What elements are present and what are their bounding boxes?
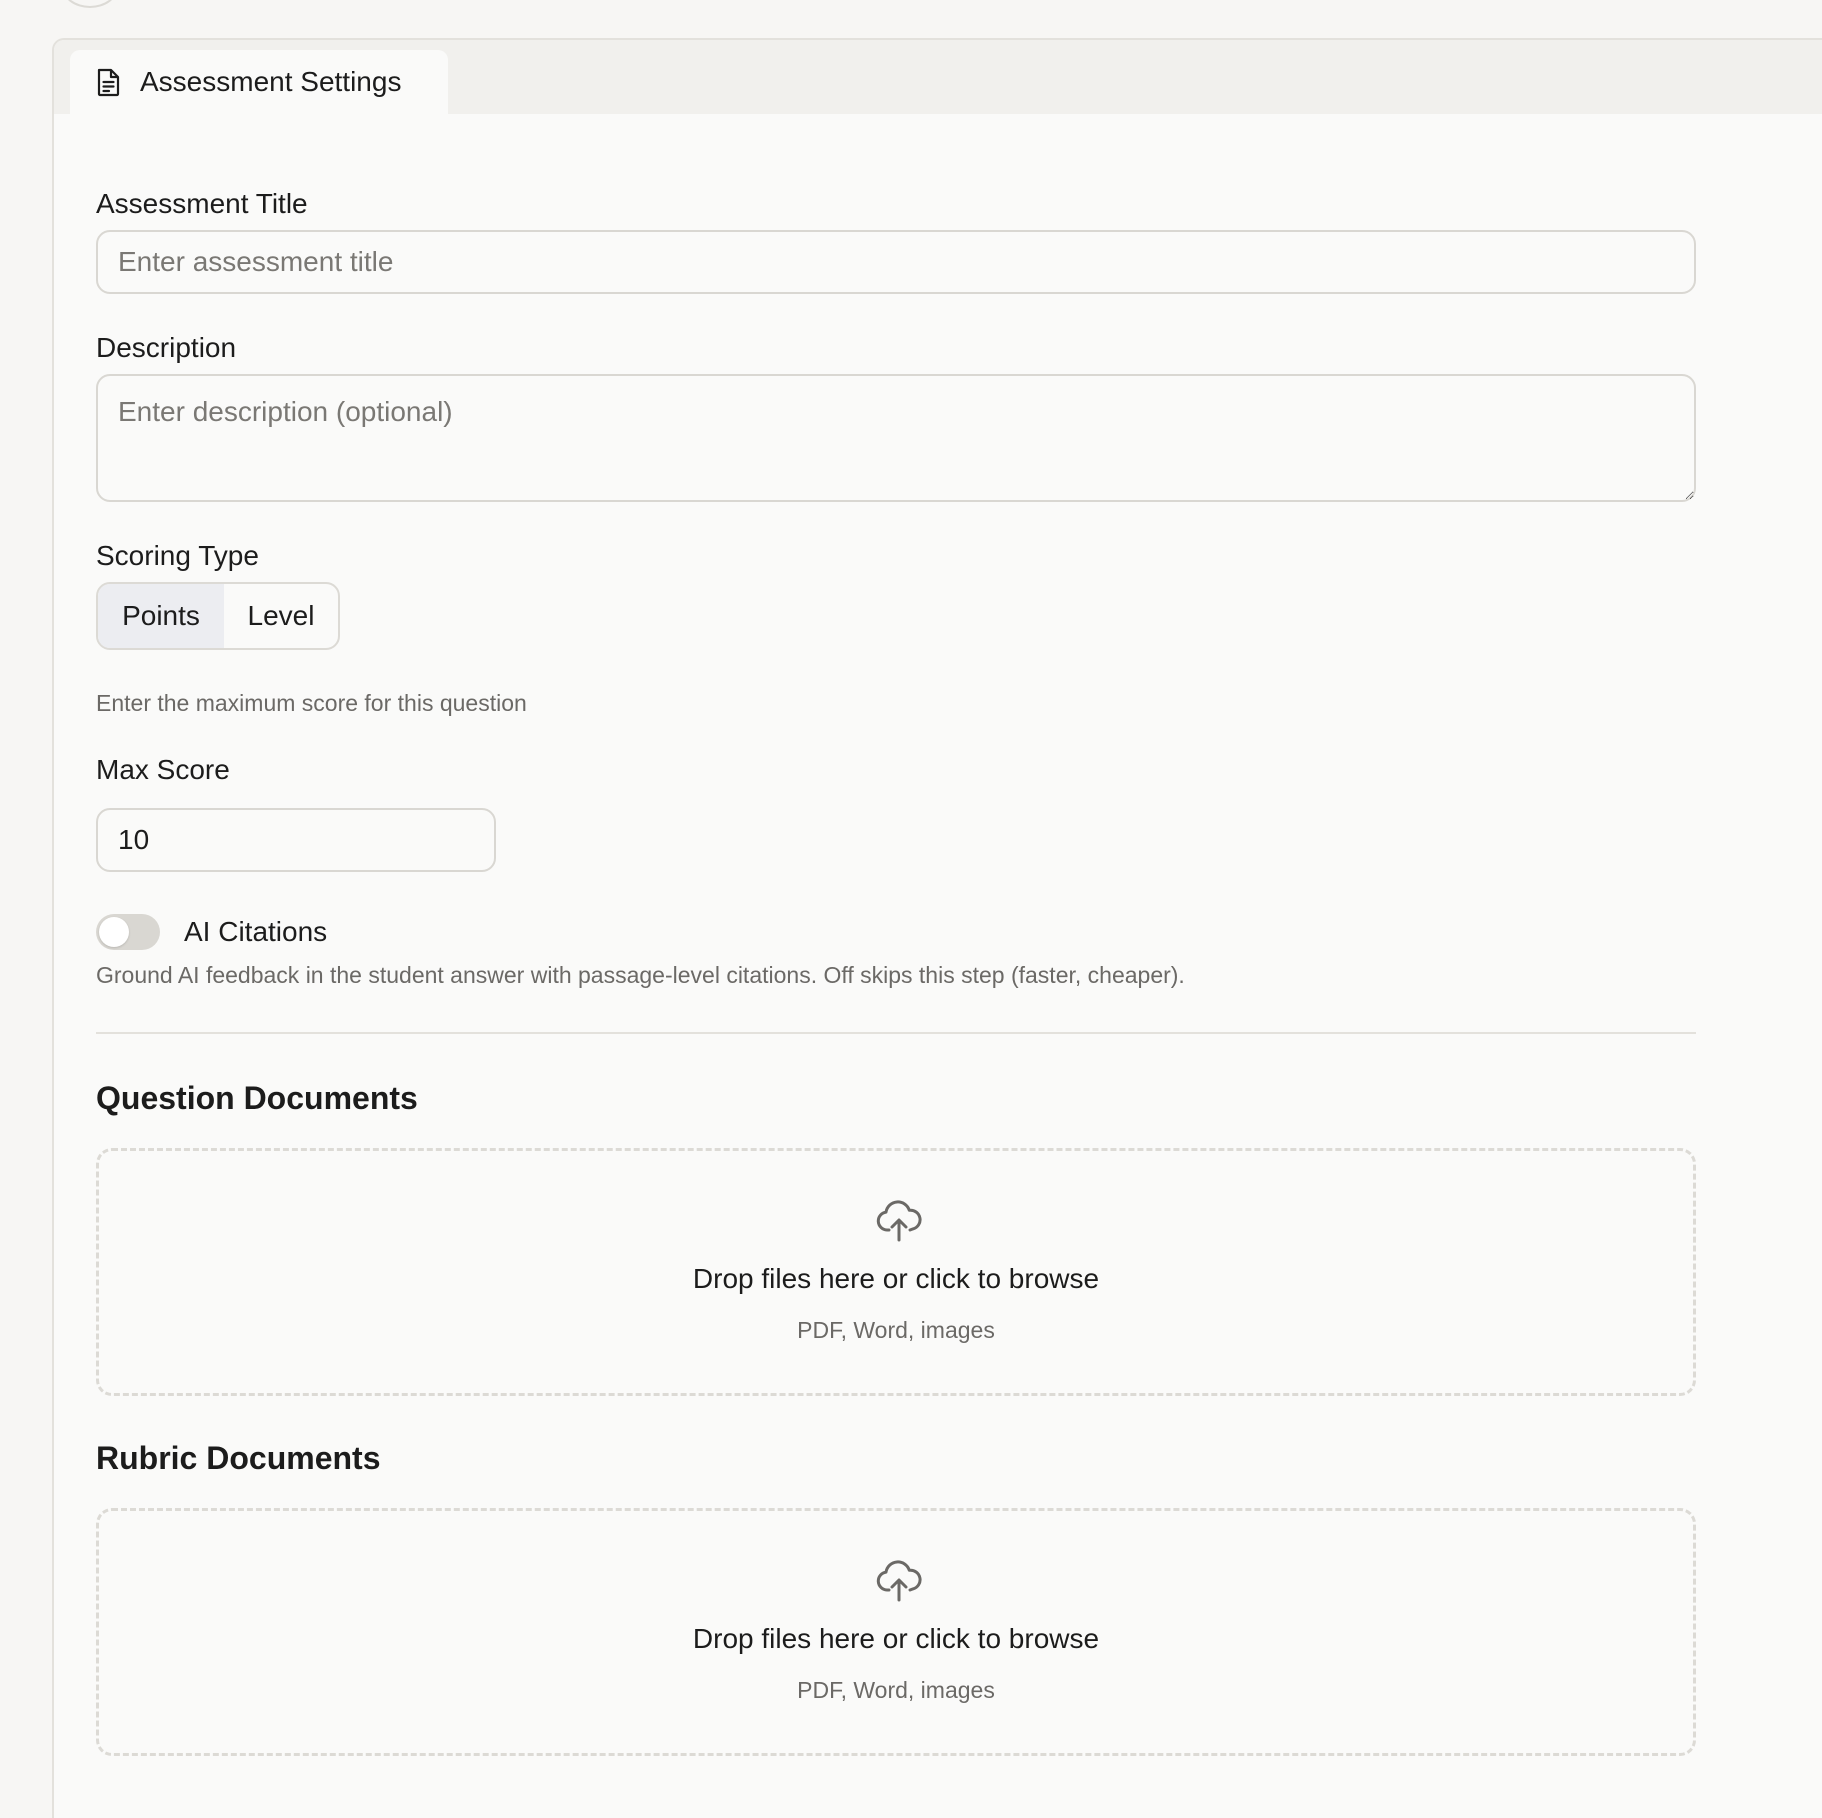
tab-bar	[54, 40, 1822, 114]
rubric-documents-title: Rubric Documents	[96, 1440, 381, 1476]
scoring-option-points[interactable]: Points	[98, 584, 224, 648]
document-icon	[96, 67, 122, 97]
question-documents-dropzone[interactable]	[96, 1148, 1696, 1396]
dropzone-subtext: PDF, Word, images	[797, 1317, 995, 1343]
assessment-title-input[interactable]	[96, 230, 1696, 294]
assessment-settings-panel	[52, 38, 1822, 1818]
scoring-type-label: Scoring Type	[96, 540, 259, 571]
scoring-type-selector	[96, 582, 340, 650]
avatar[interactable]	[62, 0, 118, 8]
ai-citations-toggle[interactable]	[96, 914, 160, 950]
description-textarea[interactable]	[96, 374, 1696, 502]
max-score-input[interactable]	[96, 808, 496, 872]
scoring-option-level[interactable]: Level	[247, 600, 315, 631]
rubric-documents-dropzone[interactable]	[96, 1508, 1696, 1756]
ai-citations-description: Ground AI feedback in the student answer with passage-level citations. Off skips this step (faster, cheaper).	[96, 962, 1185, 988]
tab-label: Assessment Settings	[140, 66, 402, 97]
dropzone-text: Drop files here or click to browse	[692, 1623, 1100, 1654]
description-label: Description	[96, 332, 237, 363]
assessment-title-label: Assessment Title	[96, 188, 308, 219]
tab-assessment-settings[interactable]	[70, 50, 448, 114]
max-score-label: Max Score	[96, 754, 230, 785]
dropzone-subtext: PDF, Word, images	[797, 1677, 995, 1703]
ai-citations-label: AI Citations	[184, 916, 328, 947]
cloud-upload-icon	[875, 1559, 923, 1603]
question-documents-title: Question Documents	[96, 1080, 418, 1116]
divider	[96, 1032, 1696, 1034]
cloud-upload-icon	[875, 1199, 923, 1243]
max-score-hint: Enter the maximum score for this question	[96, 690, 527, 716]
toggle-knob	[99, 917, 129, 947]
dropzone-text: Drop files here or click to browse	[692, 1263, 1100, 1294]
